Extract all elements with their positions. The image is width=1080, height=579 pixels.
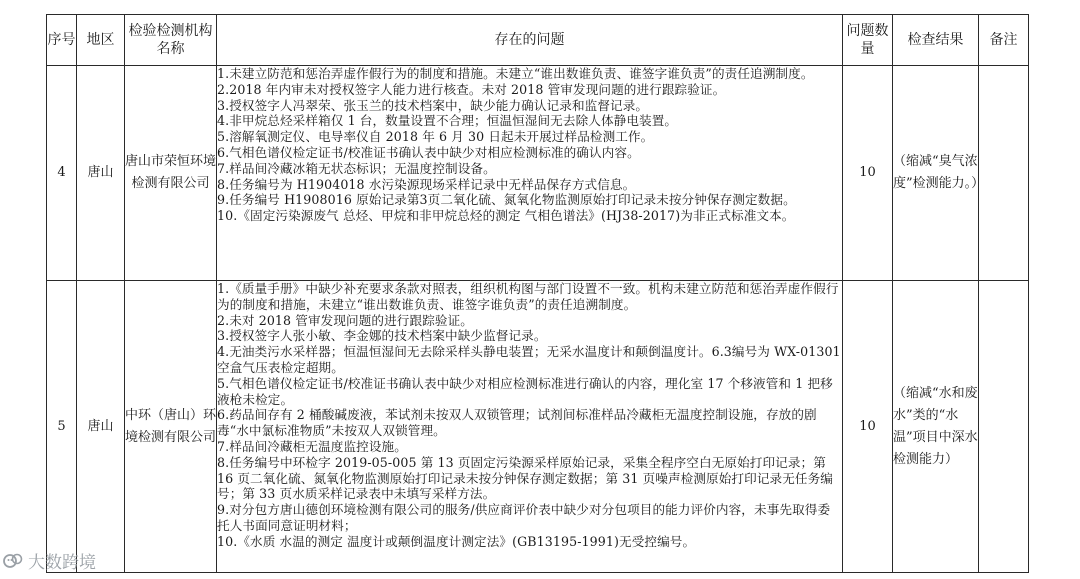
row-region: 唐山 <box>77 281 125 573</box>
row-issues <box>217 281 843 573</box>
header-region: 地区 <box>77 15 125 66</box>
issue-item: 5.溶解氧测定仪、电导率仪自 2018 年 6 月 30 日起未开展过样品检测工作。 <box>217 129 654 145</box>
issue-item: 1.未建立防范和惩治弄虚作假行为的制度和措施。未建立“谁出数谁负责、谁签字谁负责”的责任追溯制度。 <box>217 66 814 81</box>
header-count: 问题数量 <box>843 15 893 66</box>
header-org: 检验检测机构名称 <box>125 15 217 66</box>
issue-item: 10.《水质 水温的测定 温度计或颠倒温度计测定法》(GB13195-1991)无受控编号。 <box>217 533 696 549</box>
table-row <box>47 281 1029 573</box>
issue-item: 1.《质量手册》中缺少补充要求条款对照表，组织机构图与部门设置不一致。机构未建立防范和惩治弄虚作假行为的制度和措施，未建立“谁出数谁负责、谁签字谁负责”的责任追溯制度。 <box>217 281 839 312</box>
issue-item: 8.任务编号中环检字 2019-05-005 第 13 页固定污染源采样原始记录，采集全程序空白无原始打印记录；第 16 页二氧化硫、氮氧化物监测原始打印记录未按分钟保存测定数据；第 31 页噪声检测原始打印记录无任务编号；第 33 页水质采样记录表中未填写采样方法。 <box>217 454 833 502</box>
issue-item: 6.药品间存有 2 桶酸碱废液，苯试剂未按双人双锁管理；试剂间标准样品冷藏柜无温度控制设施，存放的剧毒“水中氯标准物质”未按双人双锁管理。 <box>217 407 817 439</box>
issue-item: 8.任务编号为 H1904018 水污染源现场采样记录中无样品保存方式信息。 <box>217 176 636 192</box>
header-remark: 备注 <box>979 15 1029 66</box>
row-number: 5 <box>47 281 77 573</box>
issue-item: 9.任务编号 H1908016 原始记录第3页二氧化硫、氮氧化物监测原始打印记录未按分钟保存测定数据。 <box>217 192 796 208</box>
issue-item: 3.授权签字人冯翠荣、张玉兰的技术档案中，缺少能力确认记录和监督记录。 <box>217 97 649 113</box>
issue-item: 2.2018 年内审未对授权签字人能力进行核查。未对 2018 管审发现问题的进行跟踪验证。 <box>217 81 726 97</box>
issue-item: 4.无油类污水采样器；恒温恒湿间无去除采样头静电装置；无采水温度计和颠倒温度计。6.3编号为 WX-01301 空盒气压表检定超期。 <box>217 344 841 375</box>
watermark-logo-icon <box>2 550 24 572</box>
issue-item: 3.授权签字人张小敏、李金娜的技术档案中缺少监督记录。 <box>217 328 547 344</box>
row-number: 4 <box>47 66 77 281</box>
row-org-name: 唐山市荣恒环境检测有限公司 <box>125 66 217 281</box>
row-result: （缩减“水和废水”类的“水温”项目中深水检测能力） <box>893 281 979 573</box>
row-remark <box>979 281 1029 573</box>
issue-item: 9.对分包方唐山德创环境检测有限公司的服务/供应商评价表中缺少对分包项目的能力评价内容，未事先取得委托人书面同意证明材料； <box>217 502 831 533</box>
row-remark <box>979 66 1029 281</box>
header-result: 检查结果 <box>893 15 979 66</box>
issue-item: 2.未对 2018 管审发现问题的进行跟踪验证。 <box>217 312 473 328</box>
issue-item: 10.《固定污染源废气 总烃、甲烷和非甲烷总烃的测定 气相色谱法》(HJ38-2017)为非正式标准文本。 <box>217 208 795 224</box>
watermark-text: 大数跨境 <box>28 553 96 573</box>
row-issues <box>217 66 843 281</box>
row-issue-count: 10 <box>843 281 893 573</box>
issue-item: 7.样品间冷藏冰箱无状态标识；无温度控制设备。 <box>217 160 496 176</box>
row-region: 唐山 <box>77 66 125 281</box>
row-result: （缩减“臭气浓度”检测能力。） <box>893 66 979 281</box>
table-row <box>47 66 1029 281</box>
issue-item: 4.非甲烷总烃采样箱仅 1 台，数量设置不合理；恒温恒湿间无去除人体静电装置。 <box>217 113 678 129</box>
header-no: 序号 <box>47 15 77 66</box>
header-problems: 存在的问题 <box>217 15 843 66</box>
issue-item: 7.样品间冷藏柜无温度监控设施。 <box>217 438 407 454</box>
row-org-name: 中环（唐山）环境检测有限公司 <box>125 281 217 573</box>
issue-item: 6.气相色谱仪检定证书/校准证书确认表中缺少对相应检测标准的确认内容。 <box>217 144 640 160</box>
issue-item: 5.气相色谱仪检定证书/校准证书确认表中缺少对相应检测标准进行确认的内容，理化室 17 个移液管和 1 把移液枪未检定。 <box>217 375 833 407</box>
inspection-table <box>46 14 1029 573</box>
watermark <box>2 548 96 573</box>
row-issue-count: 10 <box>843 66 893 281</box>
header-row <box>47 15 1029 66</box>
